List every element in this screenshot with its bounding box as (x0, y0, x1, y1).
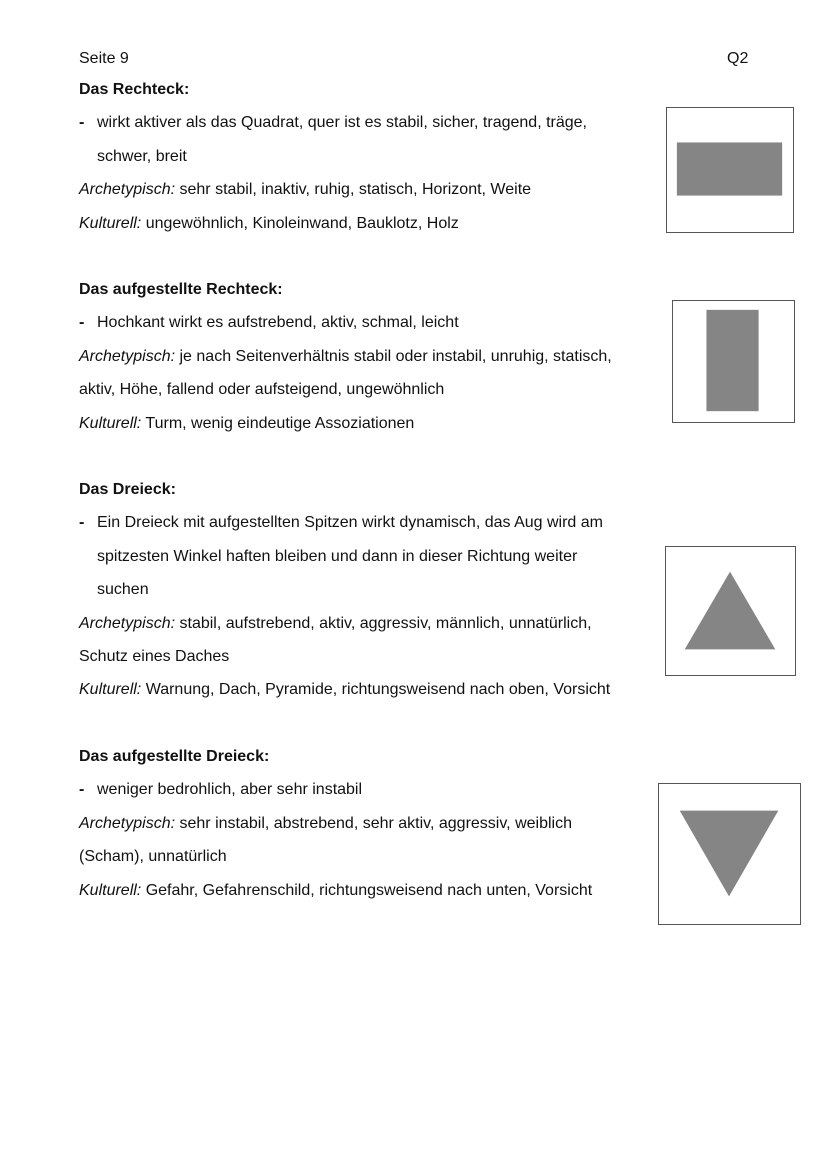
section-title: Das Dreieck: (79, 481, 176, 498)
bullet-text: weniger bedrohlich, aber sehr instabil (97, 781, 363, 799)
section-rechteck (79, 73, 649, 240)
kulturell-line (79, 874, 649, 907)
dash-bullet-icon: - (79, 781, 85, 799)
archetypisch-label: Archetypisch: (79, 614, 176, 632)
bullet-text: Hochkant wirkt es aufstrebend, aktiv, schmal, leicht (97, 314, 459, 332)
section-title: Das Rechteck: (79, 81, 190, 98)
section-title: Das aufgestellte Dreieck: (79, 748, 270, 765)
section-aufgestelltes-dreieck (79, 740, 649, 907)
archetypisch-line (79, 607, 649, 640)
kulturell-label: Kulturell: (79, 214, 142, 232)
kulturell-label: Kulturell: (79, 414, 142, 432)
vertical-rectangle-figure (672, 300, 795, 423)
bullet-text: wirkt aktiver als das Quadrat, quer ist es stabil, sicher, tragend, träge, (97, 114, 587, 132)
archetypisch-continuation: Schutz eines Daches (79, 647, 230, 665)
vertical-rectangle-icon (673, 301, 794, 422)
triangle-shape (685, 572, 776, 650)
kulturell-line (79, 673, 649, 706)
kulturell-label: Kulturell: (79, 881, 142, 899)
archetypisch-continuation: (Scham), unnatürlich (79, 848, 227, 866)
section-dreieck (79, 473, 649, 707)
kulturell-text: Gefahr, Gefahrenschild, richtungsweisend nach unten, Vorsicht (141, 881, 593, 899)
bullet-continuation: schwer, breit (97, 147, 187, 165)
archetypisch-text: stabil, aufstrebend, aktiv, aggressiv, männlich, unnatürlich, (175, 614, 592, 632)
archetypisch-line (79, 173, 649, 206)
archetypisch-text: je nach Seitenverhältnis stabil oder instabil, unruhig, statisch, (175, 347, 612, 365)
kulturell-text: Turm, wenig eindeutige Assoziationen (141, 414, 415, 432)
document-code: Q2 (727, 50, 749, 67)
kulturell-text: ungewöhnlich, Kinoleinwand, Bauklotz, Holz (141, 214, 459, 232)
dash-bullet-icon: - (79, 314, 85, 332)
bullet-line (79, 306, 649, 339)
archetypisch-text: sehr stabil, inaktiv, ruhig, statisch, Horizont, Weite (175, 181, 532, 199)
archetypisch-continuation: aktiv, Höhe, fallend oder aufsteigend, ungewöhnlich (79, 381, 445, 399)
page-number: Seite 9 (79, 50, 129, 67)
kulturell-text: Warnung, Dach, Pyramide, richtungsweisend nach oben, Vorsicht (141, 681, 611, 699)
kulturell-line (79, 207, 649, 240)
horizontal-rectangle-figure (666, 107, 794, 233)
bullet-line (79, 773, 649, 806)
bullet-text: Ein Dreieck mit aufgestellten Spitzen wirkt dynamisch, das Aug wird am (97, 514, 603, 532)
horizontal-rectangle-icon (667, 108, 793, 232)
archetypisch-line (79, 340, 649, 373)
archetypisch-label: Archetypisch: (79, 181, 176, 199)
dash-bullet-icon: - (79, 114, 85, 132)
archetypisch-line (79, 807, 649, 840)
bullet-line (79, 106, 649, 139)
triangle-down-icon (659, 784, 800, 924)
triangle-up-icon (666, 547, 795, 675)
rectangle-shape (706, 310, 758, 411)
section-aufgestelltes-rechteck (79, 273, 649, 440)
archetypisch-label: Archetypisch: (79, 347, 176, 365)
archetypisch-label: Archetypisch: (79, 814, 176, 832)
rectangle-shape (677, 142, 782, 195)
archetypisch-text: sehr instabil, abstrebend, sehr aktiv, aggressiv, weiblich (175, 814, 572, 832)
bullet-line (79, 506, 649, 539)
triangle-shape (680, 811, 779, 897)
kulturell-label: Kulturell: (79, 681, 142, 699)
triangle-up-figure (665, 546, 796, 676)
kulturell-line (79, 407, 649, 440)
bullet-continuation: spitzesten Winkel haften bleiben und dann in dieser Richtung weiter (97, 547, 578, 565)
dash-bullet-icon: - (79, 514, 85, 532)
triangle-down-figure (658, 783, 801, 925)
bullet-continuation: suchen (97, 581, 149, 599)
section-title: Das aufgestellte Rechteck: (79, 281, 283, 298)
